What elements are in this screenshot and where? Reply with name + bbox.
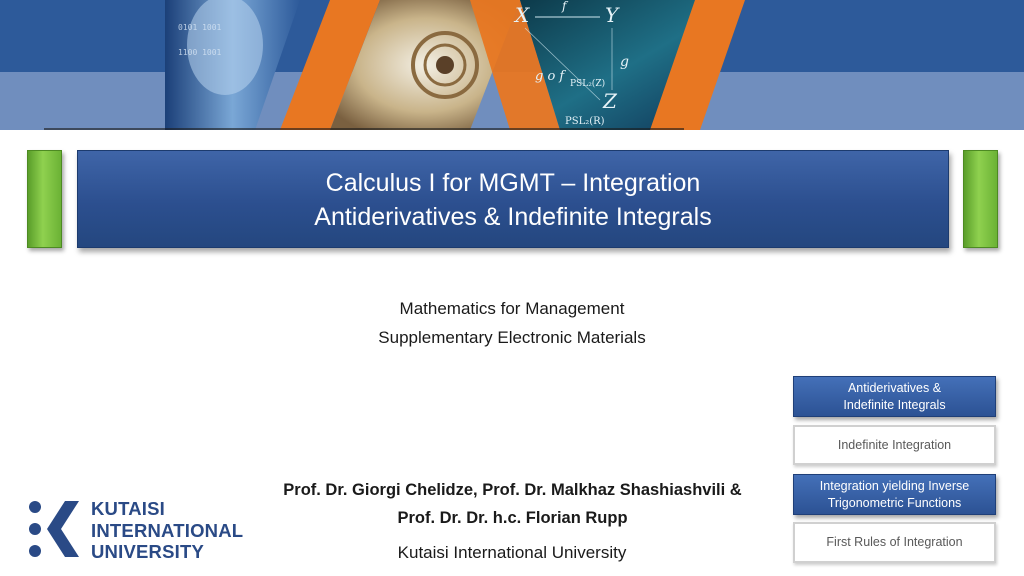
affiliation: Kutaisi International University [397,543,627,562]
logo-line-1: KUTAISI [91,498,166,519]
authors-line-1: Prof. Dr. Giorgi Chelidze, Prof. Dr. Malkhaz Shashiashvili & [283,481,742,499]
banner-symbol-x: X [515,3,530,27]
nav-inverse-trig-button[interactable] [793,474,996,515]
banner-symbol-f: f [562,0,567,13]
nav-label: Integration yielding Inverse Trigonometric Functions [819,478,970,510]
nav-antiderivatives-button[interactable] [793,376,996,417]
materials-label: Supplementary Electronic Materials [378,328,646,347]
nav-label: Indefinite Integration [837,437,952,452]
nav-indefinite-integration-button[interactable] [793,425,996,465]
authors-line-2: Prof. Dr. Dr. h.c. Florian Rupp [397,509,628,527]
header-banner [0,0,1024,130]
banner-symbol-z: Z [603,89,617,113]
banner-symbol-psl-z: PSL₂(Z) [570,79,606,89]
kiu-logo-icon [27,498,83,560]
nav-first-rules-button[interactable] [793,522,996,563]
banner-symbol-gof: g o f [535,69,565,84]
logo-line-2: INTERNATIONAL [91,519,244,541]
nav-label: First Rules of Integration [826,535,963,549]
logo-wordmark [91,498,243,563]
left-accent-bar [27,150,62,248]
banner-graphic [0,0,1024,130]
title-box [77,150,949,248]
banner-symbol-y: Y [605,3,619,27]
course-name: Mathematics for Management [399,299,625,318]
page-subtitle-title: Antiderivatives & Indefinite Integrals [314,203,712,231]
right-accent-bar [963,150,998,248]
nav-label: Antiderivatives & Indefinite Integrals [843,380,946,412]
banner-symbol-psl-r: PSL₂(R) [565,116,605,127]
svg-text:1100 1001: 1100 1001 [178,48,222,57]
logo-line-3: UNIVERSITY [91,541,205,562]
banner-symbol-g: g [620,54,629,70]
page-title: Calculus I for MGMT – Integration [325,169,701,197]
svg-text:0101 1001: 0101 1001 [178,23,222,32]
university-logo [27,498,244,562]
